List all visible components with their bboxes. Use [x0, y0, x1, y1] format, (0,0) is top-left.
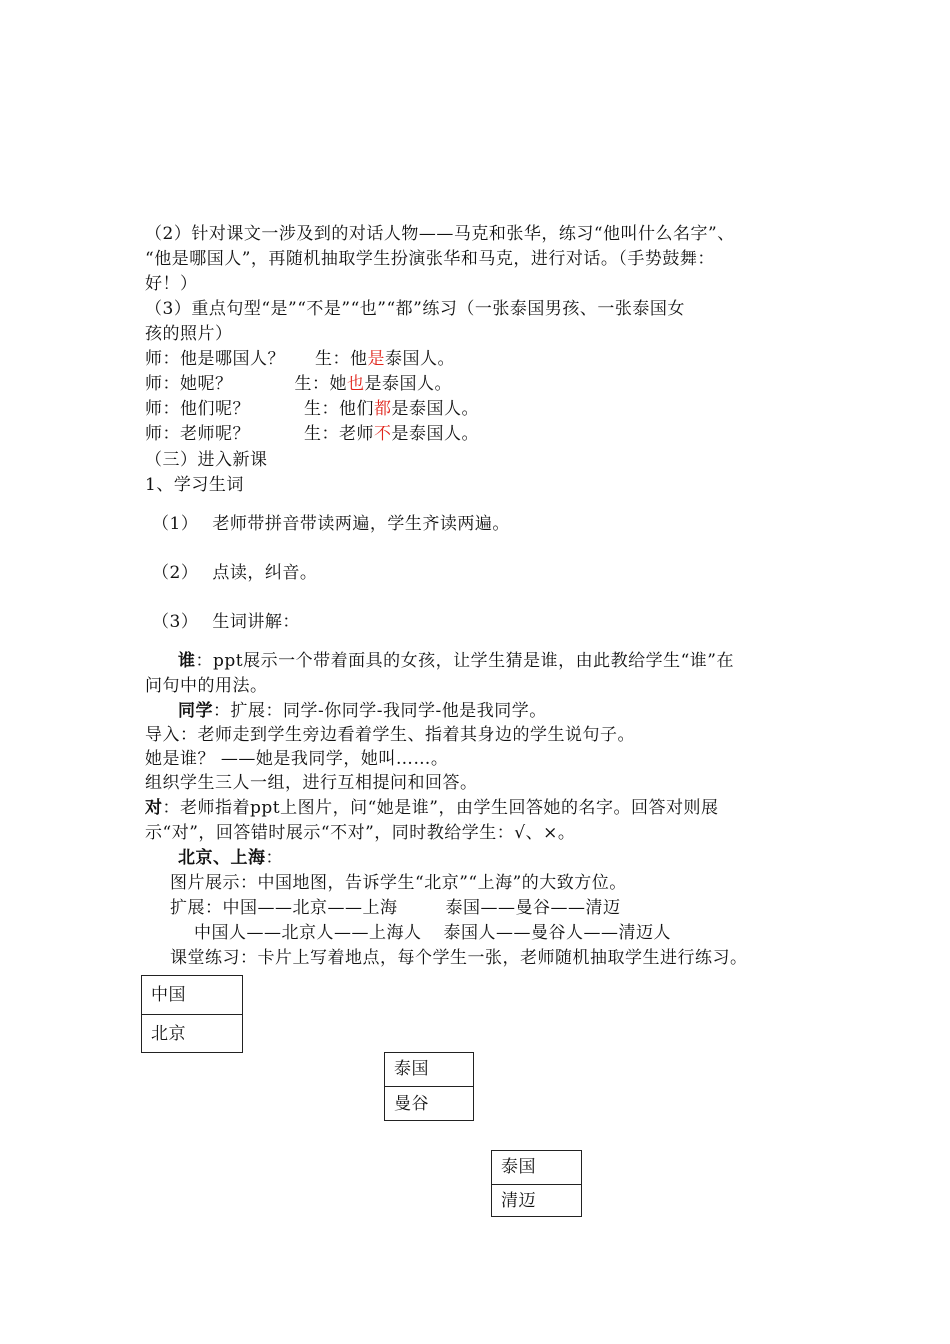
highlight-word: 是: [367, 349, 385, 369]
vocab-word: 北京、上海: [178, 848, 266, 868]
vocab-shei-cont: 问句中的用法。: [145, 676, 268, 696]
expansion-china: 扩展：中国——北京——上海: [170, 898, 398, 918]
group-activity: 组织学生三人一组，进行互相提问和回答。: [145, 773, 478, 793]
vocab-explanation: ：扩展：同学-你同学-我同学-他是我同学。: [213, 701, 547, 721]
vocab-word: 对: [145, 798, 163, 818]
highlight-word: 都: [374, 399, 392, 419]
step-2: [152, 561, 317, 585]
step-number: （1）: [152, 514, 199, 534]
vocab-explanation: ：ppt展示一个带着面具的女孩，让学生猜是谁，由此教给学生“谁”在: [195, 651, 734, 671]
place-card-beijing: [141, 975, 243, 1053]
dialogue-line-2: [145, 372, 452, 396]
vocab-dui: [145, 796, 718, 820]
vocab-dui-cont: 示“对”，回答错时展示“不对”，同时教给学生：√、×。: [145, 823, 576, 843]
vocab-word: 同学: [178, 701, 213, 721]
vocab-tongxue: [178, 699, 547, 723]
step-number: （2）: [152, 563, 199, 583]
section-3-heading: （三）进入新课: [145, 450, 268, 470]
expansion-thailand: 泰国——曼谷——清迈: [445, 898, 621, 918]
step-1: [152, 512, 510, 536]
place-card-bangkok: [384, 1052, 474, 1121]
step-3: [152, 610, 300, 634]
highlight-word: 不: [374, 424, 392, 444]
card-city: 清迈: [492, 1184, 581, 1216]
card-country: 泰国: [394, 1059, 429, 1079]
class-practice-line: 课堂练习：卡片上写着地点，每个学生一张，老师随机抽取学生进行练习。: [170, 948, 748, 968]
map-display-line: 图片展示：中国地图，告诉学生“北京”“上海”的大致方位。: [170, 873, 627, 893]
student-answer-suffix: 泰国人。: [385, 349, 455, 369]
highlight-word: 也: [347, 374, 365, 394]
student-answer-prefix: 生：他: [315, 349, 368, 369]
place-card-chiang-mai: [491, 1150, 582, 1217]
vocab-word: 谁: [178, 651, 196, 671]
student-answer-prefix: 生：老师: [304, 424, 374, 444]
expansion-line-2: [194, 921, 671, 945]
step-text: 生词讲解：: [212, 612, 300, 632]
student-answer-suffix: 是泰国人。: [391, 424, 479, 444]
step-number: （3）: [152, 612, 199, 632]
teacher-question: 师：他是哪国人？: [145, 349, 285, 369]
dialogue-line-3: [145, 397, 479, 421]
paragraph-2-line-3: 好！）: [145, 274, 198, 294]
lead-in-line: 导入：老师走到学生旁边看着学生、指着其身边的学生说句子。: [145, 725, 635, 745]
card-city: 曼谷: [385, 1086, 473, 1120]
expansion-china-people: 中国人——北京人——上海人: [194, 923, 422, 943]
student-answer-prefix: 生：他们: [304, 399, 374, 419]
student-answer-suffix: 是泰国人。: [364, 374, 452, 394]
paragraph-3-line-1: （3）重点句型“是”“不是”“也”“都”练习（一张泰国男孩、一张泰国女: [145, 299, 685, 319]
student-answer-suffix: 是泰国人。: [391, 399, 479, 419]
vocab-explanation: ：老师指着ppt上图片，问“她是谁”，由学生回答她的名字。回答对则展: [162, 798, 719, 818]
step-text: 点读，纠音。: [212, 563, 318, 583]
teacher-question: 师：她呢？: [145, 374, 233, 394]
paragraph-2-line-2: “他是哪国人”，再随机抽取学生扮演张华和马克，进行对话。（手势鼓舞：: [145, 249, 715, 269]
teacher-question: 师：老师呢？: [145, 424, 250, 444]
dialogue-line-1: [145, 347, 455, 371]
student-answer-prefix: 生：她: [294, 374, 347, 394]
card-country: 中国: [151, 985, 186, 1005]
vocab-beijing-shanghai: [178, 846, 283, 870]
example-sentence: 她是谁？ ——她是我同学，她叫……。: [145, 749, 449, 769]
vocab-shei: [178, 649, 734, 673]
card-city: 北京: [142, 1014, 242, 1052]
vocab-colon: ：: [265, 848, 283, 868]
dialogue-line-4: [145, 422, 479, 446]
item-1-heading: 1、学习生词: [145, 475, 244, 495]
step-text: 老师带拼音带读两遍，学生齐读两遍。: [212, 514, 510, 534]
paragraph-2-line-1: （2）针对课文一涉及到的对话人物——马克和张华，练习“他叫什么名字”、: [145, 224, 735, 244]
teacher-question: 师：他们呢？: [145, 399, 250, 419]
paragraph-3-line-2: 孩的照片）: [145, 324, 233, 344]
expansion-thailand-people: 泰国人——曼谷人——清迈人: [443, 923, 671, 943]
expansion-line-1: [170, 896, 621, 920]
card-country: 泰国: [501, 1157, 536, 1177]
